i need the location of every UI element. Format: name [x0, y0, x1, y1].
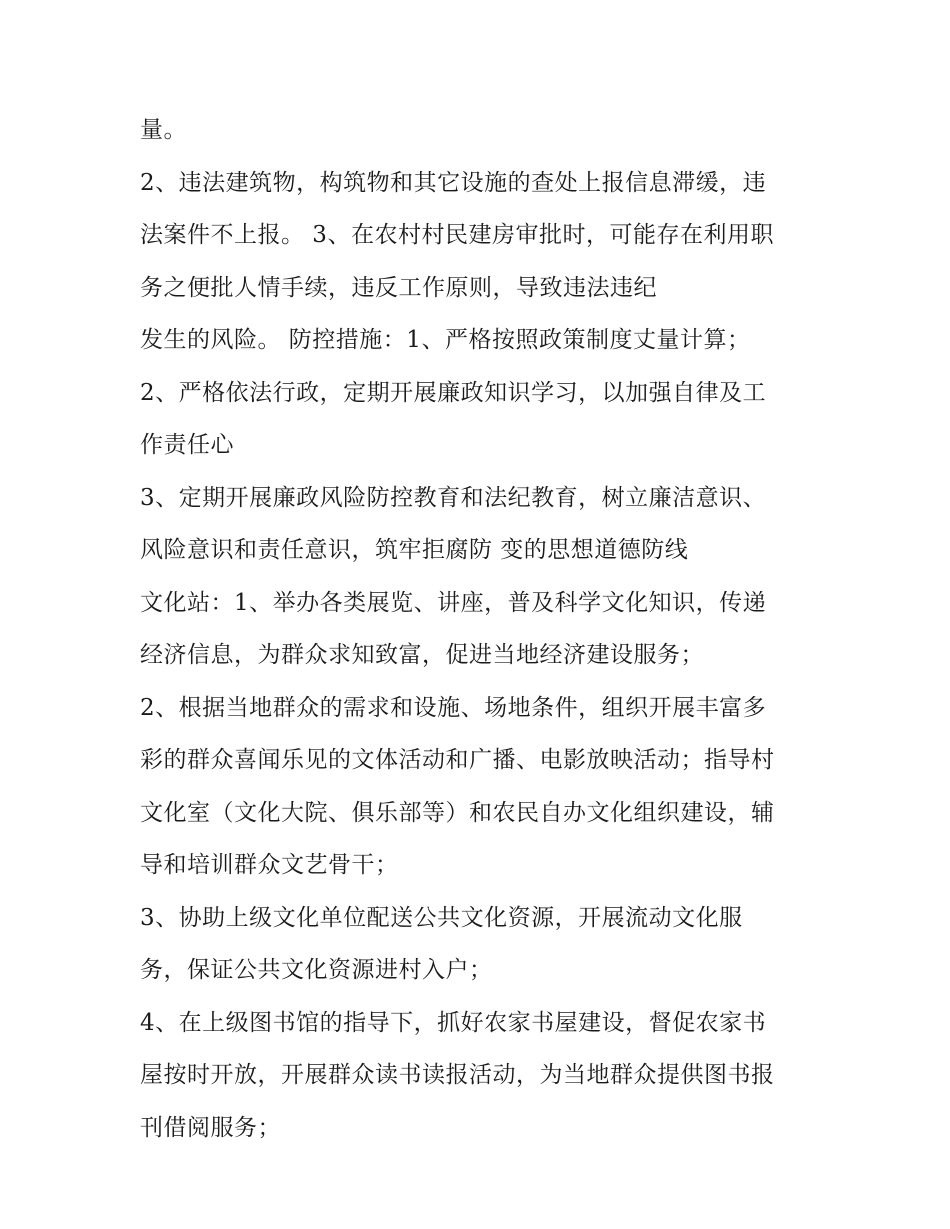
document-body: [140, 108, 830, 1158]
text-line: 彩的群众喜闻乐见的文体活动和广播、电影放映活动；指导村: [140, 747, 775, 773]
text-line: 3、协助上级文化单位配送公共文化资源，开展流动文化服: [140, 904, 743, 931]
text-line: 2、严格依法行政，定期开展廉政知识学习，以加强自律及工: [140, 379, 767, 406]
text-line: 务之便批人情手续，违反工作原则，导致违法违纪: [140, 274, 657, 301]
text-line: 屋按时开放，开展群众读书读报活动，为当地群众提供图书报: [140, 1062, 775, 1088]
text-line: 风险意识和责任意识，筑牢拒腐防 变的思想道德防线: [140, 537, 689, 563]
text-line: 量。: [140, 117, 187, 143]
text-line: 3、定期开展廉政风险防控教育和法纪教育，树立廉洁意识、: [140, 484, 767, 511]
text-line: 4、在上级图书馆的指导下，抓好农家书屋建设，督促农家书: [140, 1009, 767, 1036]
text-line: 刊借阅服务；: [140, 1114, 281, 1141]
text-line: 2、根据当地群众的需求和设施、场地条件，组织开展丰富多: [140, 694, 767, 721]
text-line: 经济信息，为群众求知致富，促进当地经济建设服务；: [140, 642, 704, 668]
text-line: 务，保证公共文化资源进村入户；: [140, 957, 493, 983]
text-line: 文化站：1、举办各类展览、讲座，普及科学文化知识，传递: [140, 589, 767, 616]
text-line: 导和培训群众文艺骨干；: [140, 852, 399, 878]
text-line: 法案件不上报。 3、在农村村民建房审批时，可能存在利用职: [140, 222, 774, 248]
text-line: 2、违法建筑物，构筑物和其它设施的查处上报信息滞缓，违: [140, 169, 767, 196]
text-line: 发生的风险。 防控措施：1、严格按照政策制度丈量计算；: [140, 327, 751, 353]
text-line: 文化室（文化大院、俱乐部等）和农民自办文化组织建设，辅: [140, 799, 775, 826]
text-line: 作责任心: [140, 432, 234, 458]
